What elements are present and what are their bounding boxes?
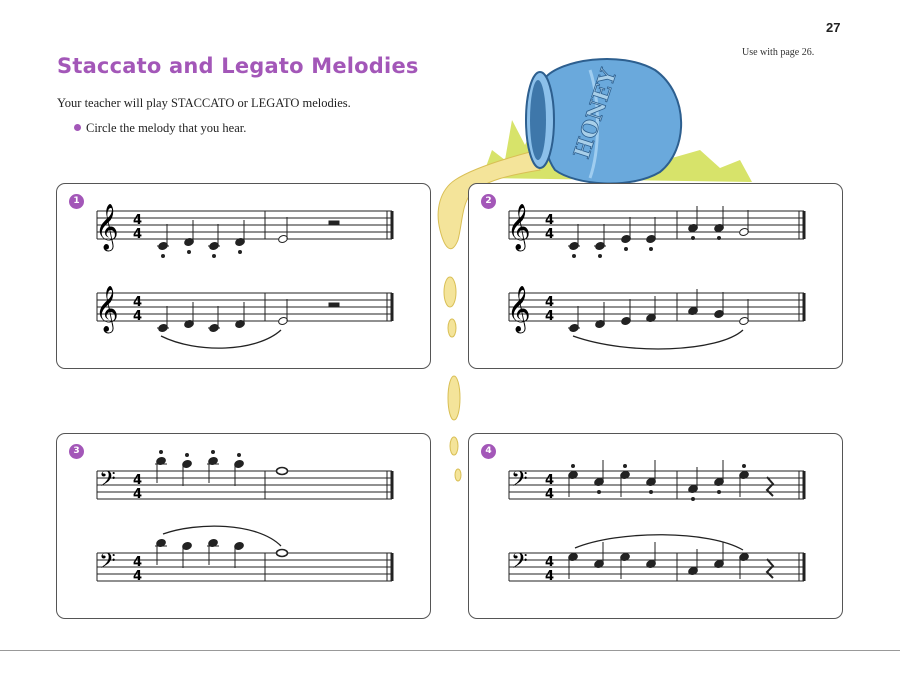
time-signature-top: 4: [133, 473, 143, 488]
exercise-card-4[interactable]: [468, 433, 843, 619]
quarter-rest-icon: [767, 559, 773, 578]
exercise-number-2: 2: [481, 194, 496, 209]
time-signature-bottom: 4: [545, 569, 555, 584]
bass-clef-icon: 𝄢: [99, 549, 116, 579]
legato-melody-2: [568, 289, 749, 349]
time-signature-top: 4: [133, 213, 143, 228]
time-signature-bottom: 4: [133, 569, 143, 584]
page-title: Staccato and Legato Melodies: [57, 54, 419, 78]
bullet-text: Circle the melody that you hear.: [86, 121, 247, 135]
staccato-melody-1: [157, 217, 339, 258]
exercise-number-3: 3: [69, 444, 84, 459]
time-signature-top: 4: [545, 295, 555, 310]
exercise-card-3[interactable]: [56, 433, 431, 619]
staccato-melody-4: [568, 460, 773, 501]
time-signature-top: 4: [545, 213, 555, 228]
time-signature-bottom: 4: [545, 487, 555, 502]
time-signature-top: 4: [545, 473, 555, 488]
time-signature-bottom: 4: [133, 309, 143, 324]
treble-clef-icon: 𝄞: [507, 286, 531, 332]
treble-clef-icon: 𝄞: [95, 204, 119, 250]
time-signature-bottom: 4: [545, 227, 555, 242]
exercise-number-4: 4: [481, 444, 496, 459]
time-signature-top: 4: [545, 555, 555, 570]
treble-clef-icon: 𝄞: [507, 204, 531, 250]
time-signature-top: 4: [133, 295, 143, 310]
notation-3: [57, 434, 432, 620]
honey-label: HONEY: [568, 65, 623, 162]
time-signature-bottom: 4: [133, 227, 143, 242]
bass-clef-icon: 𝄢: [511, 467, 528, 497]
treble-clef-icon: 𝄞: [95, 286, 119, 332]
exercise-card-2[interactable]: [468, 183, 843, 369]
notation-2: [469, 184, 844, 370]
time-signature-bottom: 4: [133, 487, 143, 502]
notation-1: [57, 184, 432, 370]
page-number: 27: [826, 20, 841, 35]
exercise-number-1: 1: [69, 194, 84, 209]
legato-melody-3: [155, 526, 288, 568]
time-signature-top: 4: [133, 555, 143, 570]
quarter-rest-icon: [767, 477, 773, 496]
staccato-melody-3: [155, 451, 288, 487]
page-bottom-border: [0, 650, 900, 651]
exercise-card-1[interactable]: [56, 183, 431, 369]
legato-melody-4: [568, 535, 773, 579]
bass-clef-icon: 𝄢: [511, 549, 528, 579]
notation-4: [469, 434, 844, 620]
time-signature-bottom: 4: [545, 309, 555, 324]
instruction-text: Your teacher will play STACCATO or LEGATO melodies.: [57, 96, 351, 110]
legato-melody-1: [157, 299, 339, 348]
use-with-note: Use with page 26.: [742, 47, 815, 58]
bass-clef-icon: 𝄢: [99, 467, 116, 497]
